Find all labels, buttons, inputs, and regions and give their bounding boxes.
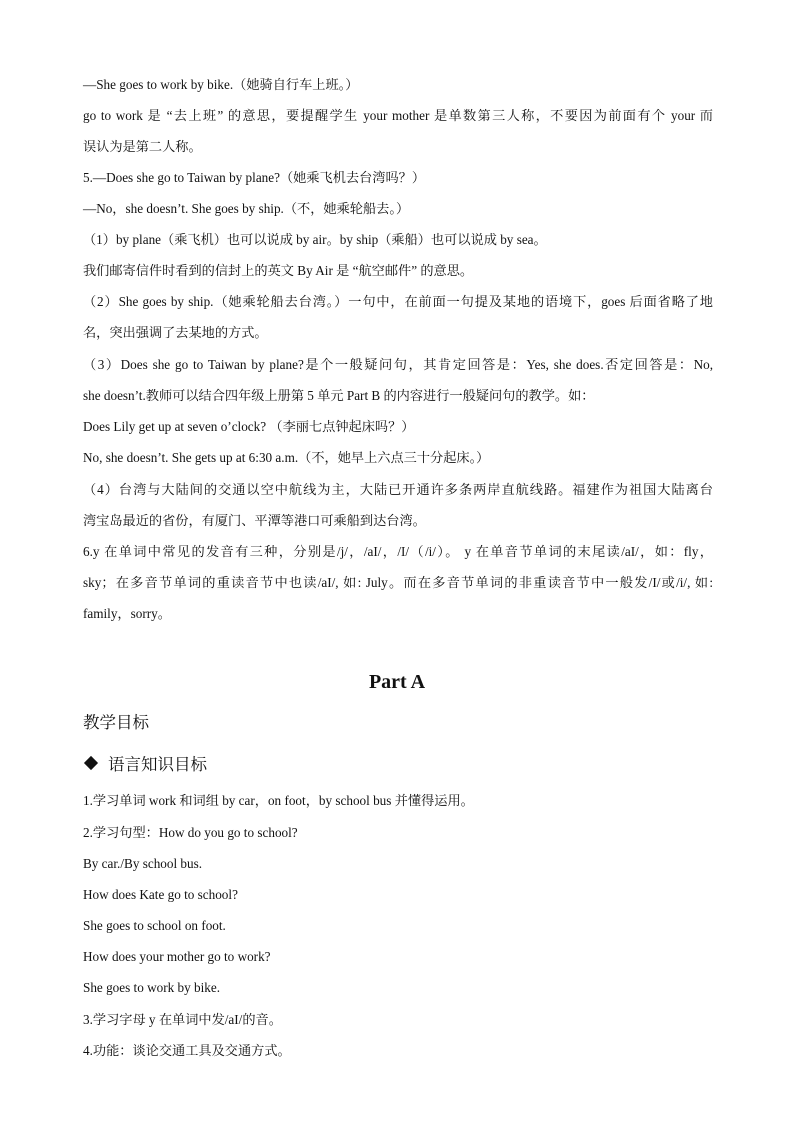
- objective-line: By car./By school bus.: [83, 856, 203, 871]
- text-line: 我们邮寄信件时看到的信封上的英文 By Air 是 “航空邮件” 的意思。: [83, 263, 474, 278]
- objective-line: How does your mother go to work?: [83, 949, 271, 964]
- text-line: （1）by plane（乘飞机）也可以说成 by air。by ship（乘船）也可以说成 by sea。: [83, 232, 547, 247]
- text-line: sky；在多音节单词的重读音节中也读/aI/, 如: July。而在多音节单词的非重读音节中一般发/I/或/i/, 如:: [83, 575, 713, 590]
- text-line: —She goes to work by bike.（她骑自行车上班。）: [83, 77, 359, 92]
- objective-line: How does Kate go to school?: [83, 887, 238, 902]
- objective-line: 3.学习字母 y 在单词中发/aI/的音。: [83, 1012, 282, 1027]
- text-line: 6.y 在单词中常见的发音有三种，分别是/j/，/aI/，/I/（/i/）。 y 在单音节单词的末尾读/aI/，如：fly，: [83, 544, 713, 559]
- section-title: 教学目标: [83, 713, 149, 732]
- text-line: 5.—Does she go to Taiwan by plane?（她乘飞机去台湾吗？）: [83, 170, 426, 185]
- text-line: Does Lily get up at seven o’clock? （李丽七点钟起床吗？）: [83, 419, 415, 434]
- objective-line: 1.学习单词 work 和词组 by car，on foot，by school bus 并懂得运用。: [83, 793, 474, 808]
- text-line: （3）Does she go to Taiwan by plane?是个一般疑问句，其肯定回答是：Yes, she does.否定回答是：No,: [83, 357, 713, 372]
- text-line: go to work 是 “去上班” 的意思，要提醒学生 your mother 是单数第三人称，不要因为前面有个 your 而: [83, 108, 713, 123]
- text-line: family，sorry。: [83, 606, 171, 621]
- text-line: No, she doesn’t. She gets up at 6:30 a.m.（不，她早上六点三十分起床。）: [83, 450, 490, 465]
- text-line: 误认为是第二人称。: [83, 139, 202, 154]
- text-line: （2）She goes by ship.（她乘轮船去台湾。）一句中，在前面一句提及某地的语境下，goes 后面省略了地: [83, 294, 713, 309]
- text-line: （4）台湾与大陆间的交通以空中航线为主，大陆已开通许多条两岸直航线路。福建作为祖国大陆离台: [83, 482, 713, 497]
- objective-line: 4.功能：谈论交通工具及交通方式。: [83, 1043, 291, 1058]
- objective-line: 2.学习句型：How do you go to school?: [83, 825, 298, 840]
- text-line: 湾宝岛最近的省份，有厦门、平潭等港口可乘船到达台湾。: [83, 513, 426, 528]
- text-line: —No，she doesn’t. She goes by ship.（不，她乘轮船去。）: [83, 201, 410, 216]
- subsection-title: 语言知识目标: [108, 755, 207, 774]
- objective-line: She goes to school on foot.: [83, 918, 226, 933]
- objective-line: She goes to work by bike.: [83, 980, 220, 995]
- diamond-bullet-icon: [84, 756, 98, 770]
- text-line: 名，突出强调了去某地的方式。: [83, 325, 268, 340]
- part-a-heading: Part A: [368, 671, 426, 693]
- subsection-title-row: [83, 754, 207, 776]
- text-line: she doesn’t.教师可以结合四年级上册第 5 单元 Part B 的内容进行一般疑问句的教学。如：: [83, 388, 595, 403]
